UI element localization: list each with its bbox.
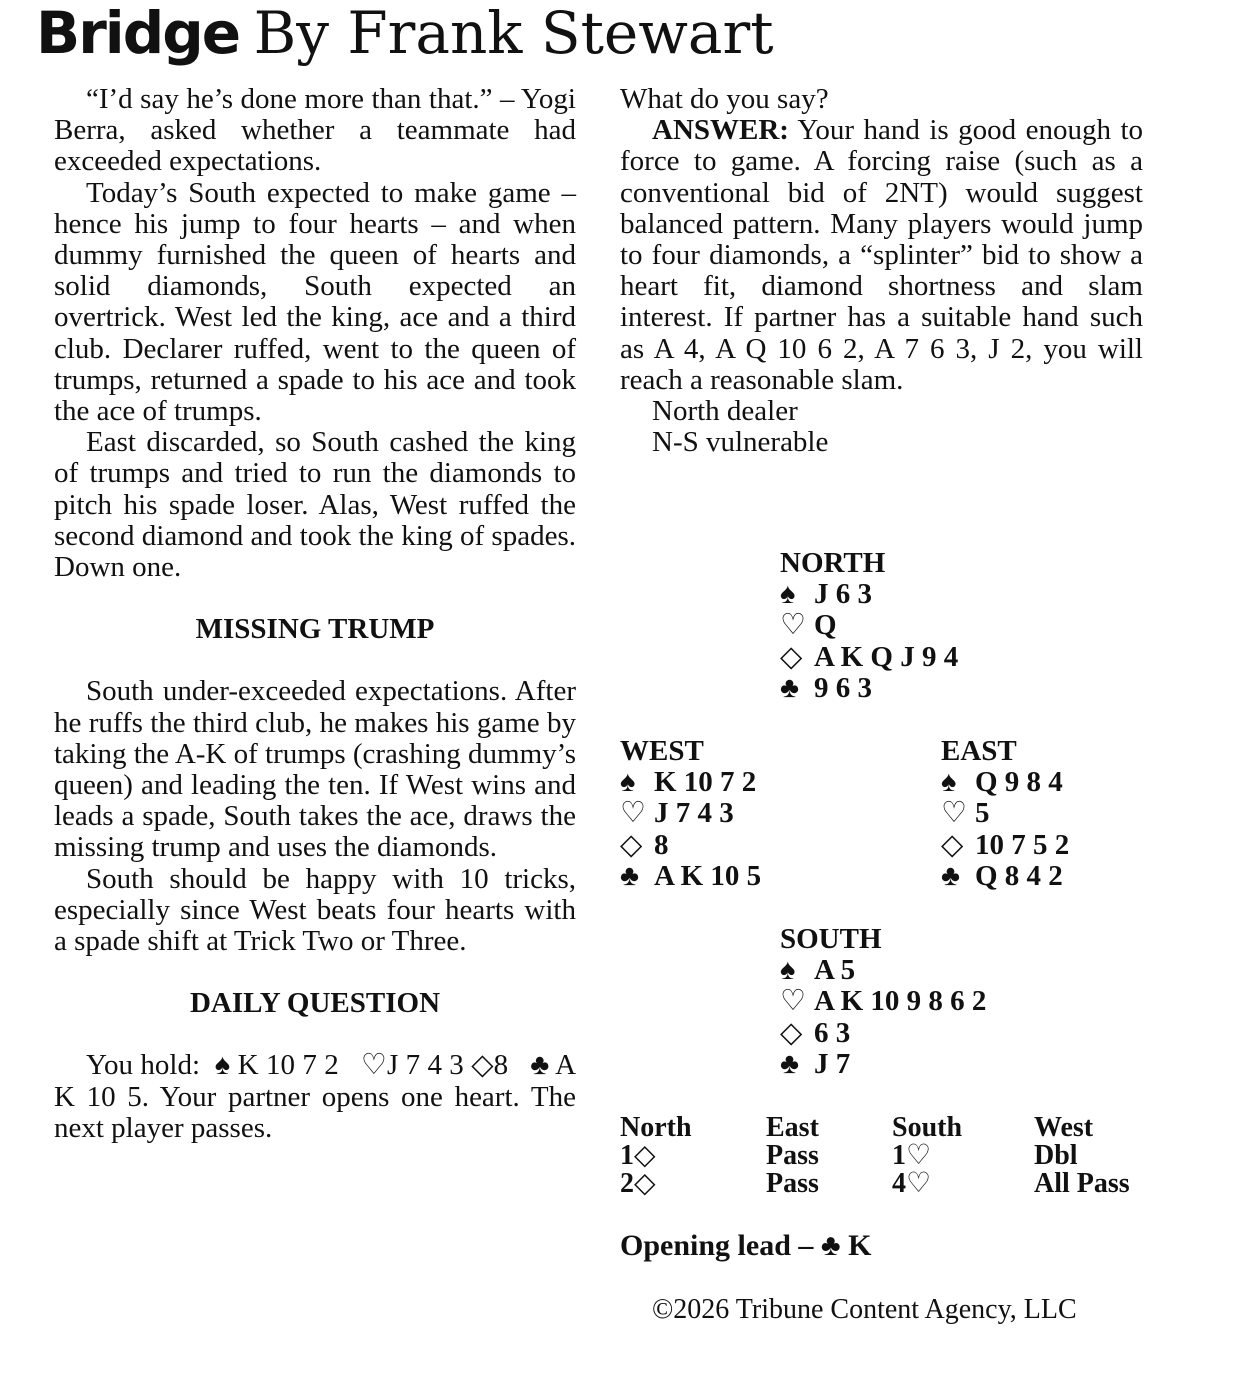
spade-icon: ♠ (780, 954, 796, 987)
copyright-notice: ©2026 Tribune Content Agency, LLC (652, 1294, 1077, 1325)
hand-label: WEST (620, 735, 704, 767)
spade-icon: ♠ (780, 578, 796, 611)
auction-header-south: South (892, 1112, 963, 1143)
auction-bid: 1◇ (620, 1140, 656, 1171)
section-heading-daily-question: DAILY QUESTION (189, 987, 441, 1020)
left-column (54, 84, 576, 1144)
east-clubs: Q 8 4 2 (975, 859, 1063, 892)
diamond-icon: ◇ (634, 1140, 656, 1171)
question-hearts: J 7 4 3 (386, 1049, 464, 1082)
auction-header-west: West (1034, 1112, 1094, 1143)
answer-paragraph (620, 115, 1143, 396)
opening-lead-label: Opening lead – (620, 1229, 814, 1262)
hand-label: EAST (941, 735, 1017, 767)
diamond-icon: ◇ (941, 828, 964, 861)
section-heading-missing-trump: MISSING TRUMP (195, 613, 435, 646)
north-diamonds: A K Q J 9 4 (814, 640, 959, 673)
diamond-icon: ◇ (780, 640, 803, 673)
west-hearts: J 7 4 3 (654, 797, 734, 830)
south-diamonds: 6 3 (814, 1016, 851, 1049)
hand-label: NORTH (780, 547, 886, 579)
club-icon: ♣ (780, 671, 800, 704)
heart-icon: ♡ (620, 797, 646, 830)
south-hearts: A K 10 9 8 6 2 (814, 985, 987, 1018)
club-icon: ♣ (780, 1047, 800, 1080)
auction-header-east: East (766, 1112, 819, 1143)
diamond-icon: ◇ (634, 1168, 656, 1199)
spade-icon: ♠ (620, 766, 636, 799)
answer-text: Your hand is good enough to force to game. A forcing raise (such as a conventional bid of 2NT) would suggest balanced pattern. Many players would jump to four diamonds, a “splinter” bid to show a heart fit, diamond shortness and slam interest. If partner has a suitable hand such as A 4, A Q 10 6 2, A 7 6 3, J 2, you will reach a reasonable slam. (620, 114, 1143, 396)
diamond-icon: ◇ (620, 828, 643, 861)
north-spades: J 6 3 (814, 578, 872, 611)
heart-icon: ♡ (360, 1049, 387, 1082)
heart-icon: ♡ (780, 985, 806, 1018)
intro-quote: “I’d say he’s done more than that.” – Yogi Berra, asked whether a teammate had exceeded expectations. (54, 83, 576, 178)
answer-label: ANSWER: (652, 114, 789, 147)
auction-bid: Pass (766, 1168, 819, 1199)
east-spades: Q 9 8 4 (975, 766, 1063, 799)
auction-bid: Dbl (1034, 1140, 1078, 1171)
analysis-paragraph: South should be happy with 10 tricks, especially since West beats four hearts with a spade shift at Trick Two or Three. (54, 862, 576, 958)
west-diamonds: 8 (654, 828, 669, 861)
auction-bid: 1♡ (892, 1140, 932, 1171)
question-diamonds: 8 (493, 1049, 509, 1082)
hand-label: SOUTH (780, 923, 882, 955)
diamond-icon: ◇ (780, 1016, 803, 1049)
column-brand: Bridge (36, 0, 240, 67)
west-hand (620, 736, 761, 892)
heart-icon: ♡ (941, 797, 967, 830)
analysis-paragraph: South under-exceeded expectations. After he ruffs the third club, he makes his game by taking the A-K of trumps (crashing dummy’s queen) and leading the ten. If West wins and leads a spade, South takes the ace, draws the missing trump and uses the diamonds. (54, 675, 576, 864)
club-icon: ♣ (941, 859, 961, 892)
opening-lead (620, 1229, 871, 1263)
auction-bid: All Pass (1034, 1168, 1130, 1199)
auction-bid: Pass (766, 1140, 819, 1171)
deal-diagram (620, 548, 1160, 1108)
east-hearts: 5 (975, 797, 990, 830)
west-clubs: A K 10 5 (654, 859, 762, 892)
opening-lead-card: K (848, 1229, 872, 1262)
club-icon: ♣ (530, 1049, 550, 1082)
south-clubs: J 7 (814, 1047, 851, 1080)
daily-question-text (54, 1050, 576, 1144)
north-hand (780, 548, 958, 704)
heart-icon: ♡ (906, 1168, 932, 1199)
heart-icon: ♡ (906, 1140, 932, 1171)
spade-icon: ♠ (214, 1049, 231, 1082)
question-clubs-and-rest: A K 10 5. Your partner opens one heart. The next player passes. (54, 1049, 577, 1144)
question-spades: K 10 7 2 (237, 1049, 339, 1082)
question-lead: You hold: (86, 1049, 201, 1082)
east-diamonds: 10 7 5 2 (975, 828, 1070, 861)
auction-header-north: North (620, 1112, 692, 1143)
column-byline: By Frank Stewart (253, 0, 774, 67)
question-end: What do you say? (620, 83, 829, 115)
north-hearts: Q (814, 609, 837, 642)
spade-icon: ♠ (941, 766, 957, 799)
vulnerability-info: N-S vulnerable (652, 426, 829, 459)
story-paragraph: Today’s South expected to make game – hence his jump to four hearts – and when dummy furnished the queen of hearts and solid diamonds, South expected an overtrick. West led the king, ace and a third club. Declarer ruffed, went to the queen of trumps, returned a spade to his ace and took the ace of trumps. (54, 176, 576, 428)
club-icon: ♣ (620, 859, 640, 892)
north-clubs: 9 6 3 (814, 671, 872, 704)
story-paragraph: East discarded, so South cashed the king of trumps and tried to run the diamonds to pitch his spade loser. Alas, West ruffed the second diamond and took the king of spades. Down one. (54, 426, 576, 584)
south-hand (780, 924, 986, 1080)
dealer-info: North dealer (652, 395, 798, 428)
club-icon: ♣ (820, 1229, 841, 1262)
column-title (36, 0, 774, 66)
heart-icon: ♡ (780, 609, 806, 642)
diamond-icon: ◇ (471, 1049, 494, 1082)
east-hand (941, 736, 1069, 892)
west-spades: K 10 7 2 (654, 766, 757, 799)
south-spades: A 5 (814, 954, 856, 987)
auction-bid: 4♡ (892, 1168, 932, 1199)
auction-bid: 2◇ (620, 1168, 656, 1199)
right-column (620, 84, 1143, 458)
